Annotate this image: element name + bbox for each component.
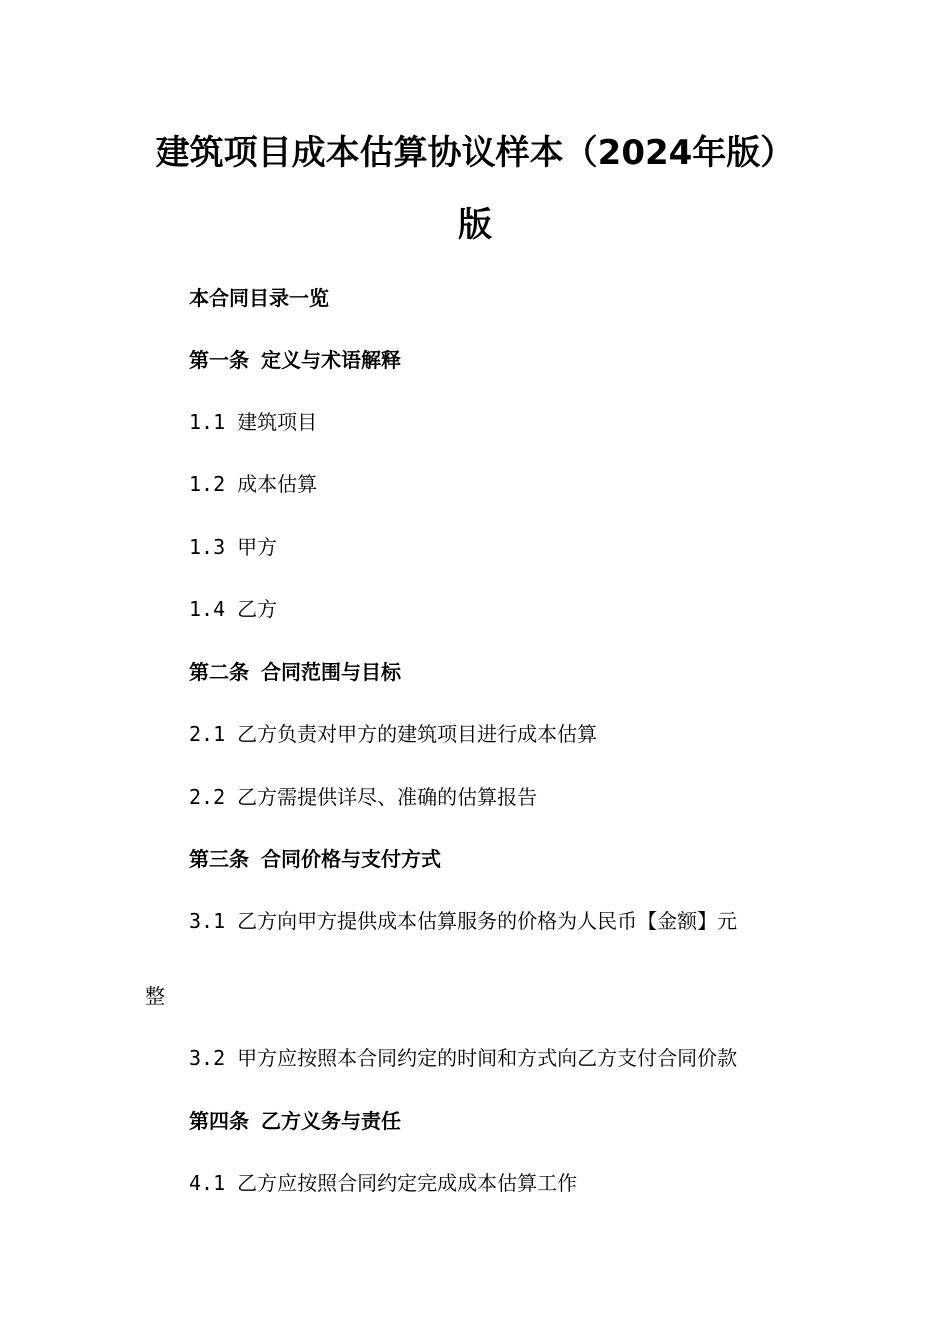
article-label: 第四条	[189, 1109, 249, 1133]
document-title-continuation: 版	[458, 205, 492, 245]
clause-item	[189, 721, 597, 747]
article-title: 乙方义务与责任	[261, 1109, 401, 1133]
clause-number: 2.2	[189, 785, 226, 809]
article-heading	[189, 347, 401, 373]
clause-item	[189, 1045, 737, 1071]
clause-item	[189, 784, 537, 810]
clause-number: 3.1	[189, 909, 226, 933]
clause-number: 3.2	[189, 1046, 226, 1070]
clause-number: 2.1	[189, 722, 226, 746]
clause-text-continuation: 整	[145, 984, 165, 1008]
clause-text: 甲方	[237, 535, 278, 559]
clause-text: 乙方	[237, 597, 278, 621]
article-label: 第二条	[189, 660, 249, 684]
clause-number: 1.3	[189, 535, 226, 559]
article-label: 第一条	[189, 348, 249, 372]
article-title: 合同价格与支付方式	[261, 847, 441, 871]
clause-number: 1.4	[189, 597, 226, 621]
clause-text: 乙方应按照合同约定完成成本估算工作	[237, 1171, 578, 1195]
article-title: 定义与术语解释	[261, 348, 401, 372]
clause-text: 乙方需提供详尽、准确的估算报告	[237, 785, 538, 809]
clause-item	[189, 534, 277, 560]
clause-text: 乙方向甲方提供成本估算服务的价格为人民币【金额】元	[237, 909, 738, 933]
article-label: 第三条	[189, 847, 249, 871]
article-title: 合同范围与目标	[261, 660, 401, 684]
toc-heading: 本合同目录一览	[189, 286, 329, 310]
clause-text: 乙方负责对甲方的建筑项目进行成本估算	[237, 722, 598, 746]
document-title: 建筑项目成本估算协议样本（2024年版）	[155, 133, 795, 173]
clause-text: 甲方应按照本合同约定的时间和方式向乙方支付合同价款	[237, 1046, 738, 1070]
clause-item	[189, 409, 317, 435]
clause-item	[189, 471, 317, 497]
clause-number: 1.1	[189, 410, 226, 434]
clause-item	[189, 596, 277, 622]
article-heading	[189, 846, 441, 872]
clause-number: 4.1	[189, 1171, 226, 1195]
article-heading	[189, 1108, 401, 1134]
clause-text: 成本估算	[237, 472, 318, 496]
article-heading	[189, 659, 401, 685]
clause-text: 建筑项目	[237, 410, 318, 434]
clause-item	[189, 1170, 577, 1196]
clause-item	[189, 908, 737, 934]
clause-number: 1.2	[189, 472, 226, 496]
